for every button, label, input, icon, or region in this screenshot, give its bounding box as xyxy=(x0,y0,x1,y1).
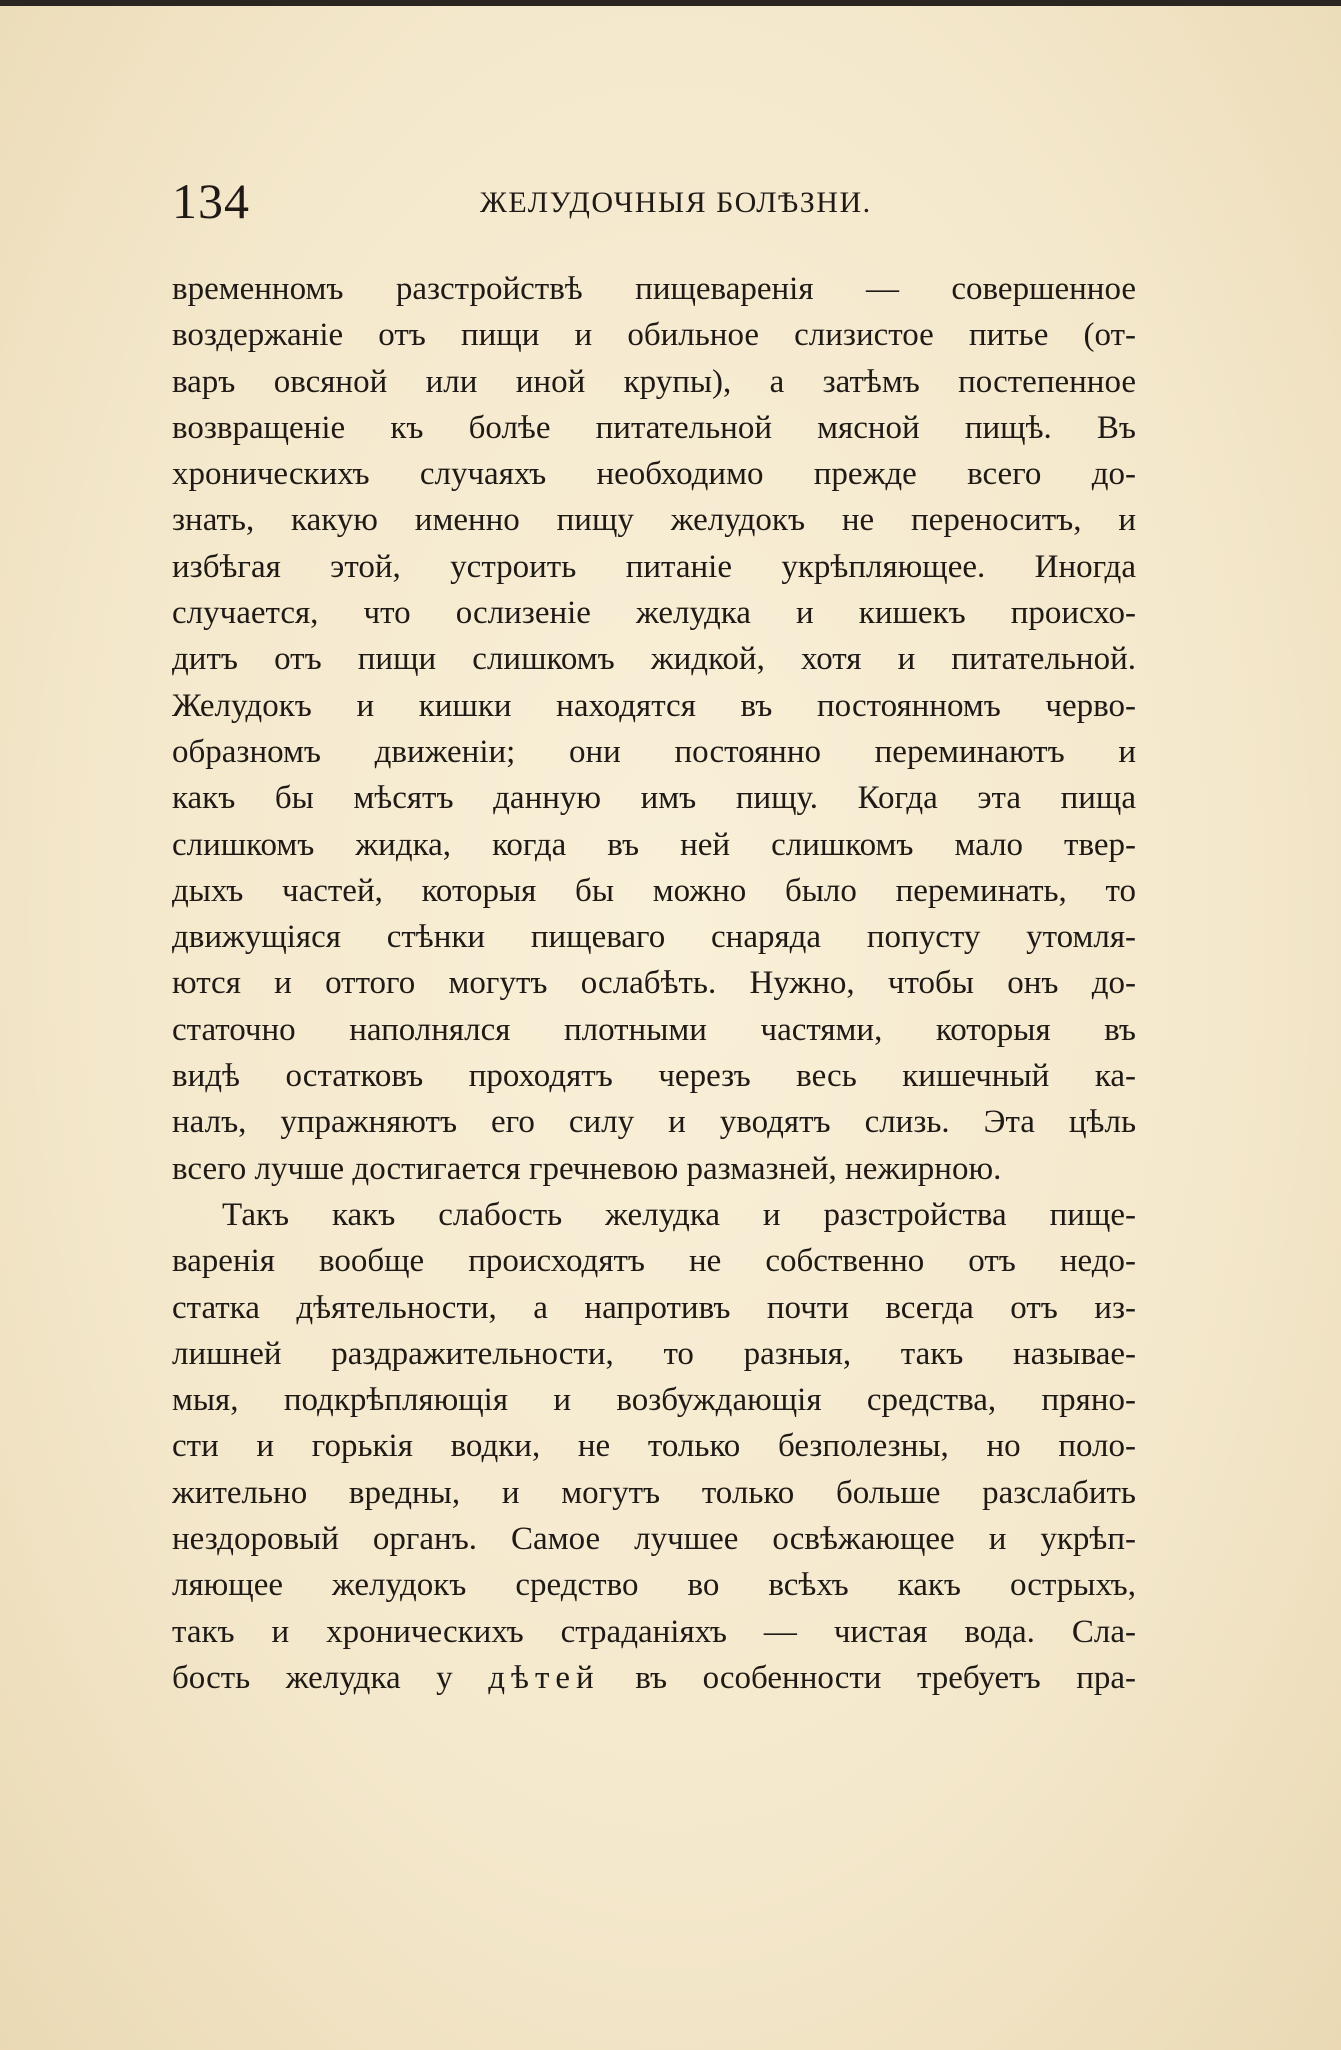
text-line: статочно наполнялся плотными частями, которыя въ xyxy=(172,1011,1136,1048)
text-line: возвращеніе къ болѣе питательной мясной пищѣ. Въ xyxy=(172,409,1136,446)
text-line: знать, какую именно пищу желудокъ не переноситъ, и xyxy=(172,502,1136,539)
text-line: воздержаніе отъ пищи и обильное слизистое питье (от- xyxy=(172,317,1136,354)
text-line: налъ, упражняютъ его силу и уводятъ слизь. Эта цѣль xyxy=(172,1104,1136,1141)
text-line: нездоровый органъ. Самое лучшее освѣжающее и укрѣп- xyxy=(172,1521,1136,1558)
text-line: жительно вредны, и могутъ только больше разслабить xyxy=(172,1474,1136,1511)
spaced-emphasis: дѣтей xyxy=(488,1659,600,1696)
text-line: временномъ разстройствѣ пищеваренія — совершенное xyxy=(172,271,1136,307)
text-line: видѣ остатковъ проходятъ черезъ весь кишечный ка- xyxy=(172,1058,1136,1095)
text-line: образномъ движеніи; они постоянно переминаютъ и xyxy=(172,733,1136,770)
text-line: слишкомъ жидка, когда въ ней слишкомъ мало твер- xyxy=(172,826,1136,863)
text-line-last xyxy=(172,1655,1136,1701)
text-line: Желудокъ и кишки находятся въ постоянномъ черво- xyxy=(172,687,1136,724)
running-title: ЖЕЛУДОЧНЫЯ БОЛѢЗНИ. xyxy=(480,186,872,219)
text-line: ются и оттого могутъ ослабѣть. Нужно, чтобы онъ до- xyxy=(172,965,1136,1002)
text-line: случается, что ослизеніе желудка и кишекъ происхо- xyxy=(172,595,1136,632)
text-fragment: въ особенности требуетъ пра- xyxy=(599,1659,1136,1696)
text-line: сти и горькія водки, не только безполезны, но поло- xyxy=(172,1428,1136,1465)
page-top-edge xyxy=(0,0,1341,6)
text-line: статка дѣятельности, а напротивъ почти всегда отъ из- xyxy=(172,1289,1136,1326)
page-number: 134 xyxy=(172,173,250,229)
text-line: такъ и хроническихъ страданіяхъ — чистая вода. Сла- xyxy=(172,1613,1136,1650)
text-line: всего лучше достигается гречневою размазней, нежирною. xyxy=(172,1150,1002,1187)
text-line: какъ бы мѣсятъ данную имъ пищу. Когда эта пища xyxy=(172,780,1136,817)
text-line: мыя, подкрѣпляющія и возбуждающія средства, пряно- xyxy=(172,1382,1136,1419)
text-line: хроническихъ случаяхъ необходимо прежде всего до- xyxy=(172,456,1136,493)
text-line: избѣгая этой, устроить питаніе укрѣпляющее. Иногда xyxy=(172,548,1136,585)
paragraph-first-line: Такъ какъ слабость желудка и разстройства пище- xyxy=(222,1196,1136,1233)
text-line: дитъ отъ пищи слишкомъ жидкой, хотя и питательной. xyxy=(172,641,1136,678)
body-text xyxy=(172,266,1136,1701)
text-line: ляющее желудокъ средство во всѣхъ какъ острыхъ, xyxy=(172,1567,1136,1604)
text-line: движущіяся стѣнки пищеваго снаряда попусту утомля- xyxy=(172,919,1136,956)
text-line: дыхъ частей, которыя бы можно было переминать, то xyxy=(172,872,1136,909)
text-line: варенія вообще происходятъ не собственно отъ недо- xyxy=(172,1243,1136,1280)
text-fragment: бость желудка у xyxy=(172,1659,489,1696)
text-line: лишней раздражительности, то разныя, такъ называе- xyxy=(172,1335,1136,1372)
text-line: варъ овсяной или иной крупы), а затѣмъ постепенное xyxy=(172,363,1136,400)
